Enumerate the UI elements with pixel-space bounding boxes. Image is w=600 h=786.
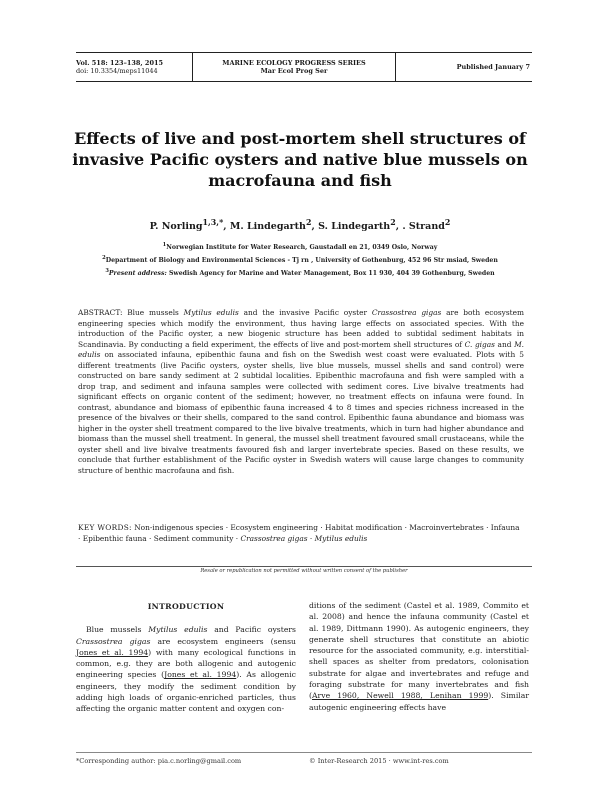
author-2-sup: 2 (305, 218, 312, 227)
volume-info (76, 53, 192, 81)
author-4-sup: 2 (444, 218, 451, 227)
journal-title: MARINE ECOLOGY PROGRESS SERIES (222, 58, 366, 67)
article-title: Effects of live and post-mortem shell structures of invasive Pacific oysters and native blue mussels on macrofauna and fish (72, 129, 528, 190)
citation-link[interactable]: Jones et al. 1994 (164, 670, 237, 680)
publication-date (396, 53, 532, 81)
doi[interactable]: doi: 10.3354/meps11044 (76, 67, 158, 75)
author-list (60, 218, 540, 232)
intro-column-left (76, 600, 296, 715)
author-3-sup: 2 (390, 218, 396, 227)
intro-paragraph-continued: ditions of the sediment (Castel et al. 1989, Commito et al. 2008) and hence the infauna community (Castel et al. 1989, Dittmann 1990). As autogenic engineers, they generate shell structures that constitute an abiotic resource for the associated community, e.g. interstitial-shell spaces as shelter from predators, colonisation substrate for algae and invertebrates and refuge and foraging substrate for many invertebrates and fish (Arve 1960, Newell 1988, Lenihan 1999). Similar autogenic engineering effects have (309, 601, 529, 712)
footer-divider (76, 752, 532, 753)
journal-abbreviation: Mar Ecol Prog Ser (260, 67, 328, 75)
section-heading-introduction: INTRODUCTION (147, 602, 225, 611)
corresponding-star: * (219, 218, 224, 227)
author-4: , . Strand (395, 221, 445, 233)
corresponding-author: *Corresponding author: pia.c.norling@gmail.com (76, 757, 242, 765)
intro-paragraph: Blue mussels Mytilus edulis and Pacific oysters Crassostrea gigas are ecosystem engineers (sensu Jones et al. 1994) with many ecological functions in common, e.g. they are both allogenic and autogenic engineering species (Jones et al. 1994). As allogenic engineers, they modify the sediment condition by adding high loads of organic-enriched particles, thus affecting the organic matter content and oxygen con- (76, 625, 296, 714)
volume-pages: Vol. 518: 123–138, 2015 (76, 58, 164, 67)
keywords-label: KEY WORDS: (78, 523, 132, 532)
keywords: KEY WORDS: Non-indigenous species · Ecosystem engineering · Habitat modification · Macroinvertebrates · Infauna · Epibenthic fauna · Sediment community · Crassostrea gigas · Mytilus edulis (78, 523, 520, 543)
author-2: , M. Lindegarth (223, 221, 306, 233)
abstract: ABSTRACT: Blue mussels Mytilus edulis and the invasive Pacific oyster Crassostrea gigas are both ecosystem engineering species which modify the environment, thus having large effects on associated species. With the introduction of the Pacific oyster, a new biogenic structure has been added to subtidal sediment habitats in Scandinavia. By conducting a field experiment, the effects of live and post-mortem shell structures of C. gigas and M. edulis on associated infauna, epibenthic fauna and fish on the Swedish west coast were evaluated. Plots with 5 different treatments (live Pacific oysters, oyster shells, live blue mussels, mussel shells and sand control) were constructed on bare sandy sediment at 2 subtidal localities. Epibenthic macrofauna and fish were sampled with a drop trap, and sediment and infauna samples were collected with sediment cores. Live bivalve treatments had significant effects on organic content of the sediment; however, no treatment effects on infauna were found. In contrast, abundance and biomass of epibenthic fauna increased 4 to 8 times and species richness increased in the presence of the bivalves or their shells, compared to the sand control. Epibenthic fauna abundance and biomass was higher in the oyster shell treatment compared to the live bivalve treatments, which in turn had higher abundance and biomass than the mussel shell treatment. In general, the mussel shell treatment favoured small crustaceans, while the oyster shell and live bivalve treatments favoured fish and larger invertebrate species. Based on these results, we conclude that further establishment of the Pacific oyster in Swedish waters will cause large changes to community structure of benthic macrofauna and fish. (78, 308, 524, 475)
journal-name (192, 53, 396, 81)
resale-notice: Resale or republication not permitted without written consent of the publisher (76, 566, 532, 574)
published-date: Published January 7 (456, 62, 530, 71)
citation-link[interactable]: Jones et al. 1994 (76, 647, 149, 657)
journal-header (76, 52, 532, 82)
intro-column-right (309, 600, 529, 713)
author-1: P. Norling (149, 221, 203, 233)
affiliation-3: $^3$Present address: Swedish Agency for Marine and Water Management, Box 11 930, 404 39 Gothenburg, Sweden (105, 268, 495, 278)
affiliations (60, 240, 540, 279)
author-1-sup: 1,3, (202, 218, 220, 227)
affiliation-1: $^1$Norwegian Institute for Water Research, Gaustadall en 21, 0349 Oslo, Norway (162, 242, 438, 252)
citation-link[interactable]: Arve 1960, Newell 1988, Lenihan 1999 (312, 691, 489, 701)
affiliation-2: $^2$Department of Biology and Environmental Sciences - Tj rn , University of Gothenburg, 452 96 Str msiad, Sweden (102, 255, 498, 265)
copyright: © Inter-Research 2015 · www.int-res.com (309, 757, 449, 765)
author-3: , S. Lindegarth (311, 221, 391, 233)
